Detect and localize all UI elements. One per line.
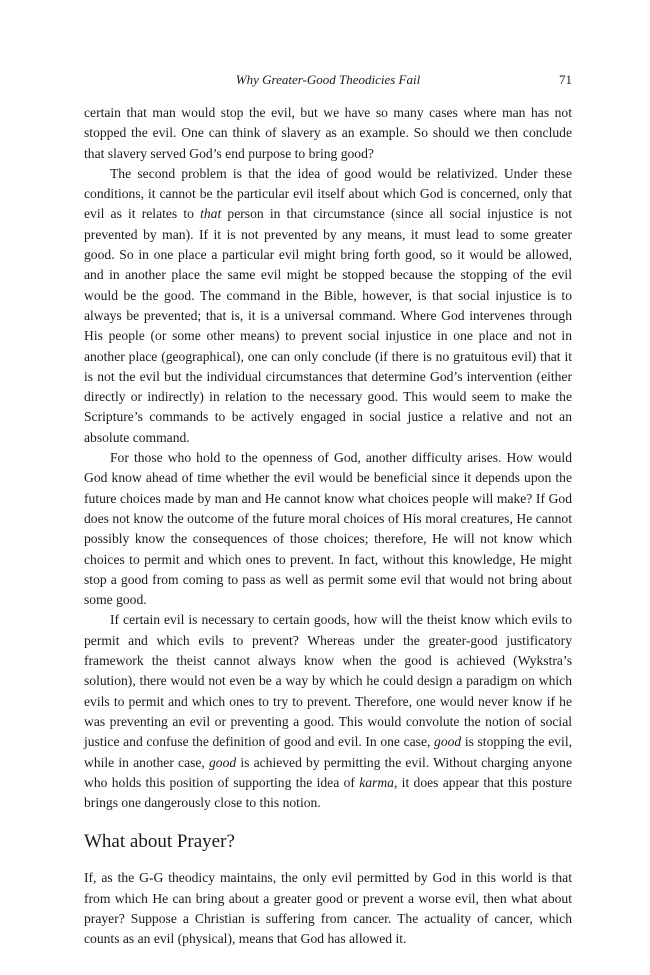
paragraph-3: For those who hold to the openness of God, another difficulty arises. How would God know ahead of time whether the evil would be beneficial since it depends upon the future choices made by man and He cannot know what choices people will make? If God does not know the outcome of the future moral choices of His moral creatures, He cannot possibly know the consequences of those choices; therefore, He will not know which choices to permit and which ones to prevent. In fact, without this knowledge, He might stop a good from coming to pass as well as permit some evil that would not bring about some good. <box>84 450 572 608</box>
paragraph-4: If certain evil is necessary to certain goods, how will the theist know which evils to permit and which evils to prevent? Whereas under the greater-good justificatory framework the theist cannot always know when the good is achieved (Wykstra’s solution), there would not even be a way by which he could design a paradigm on which evils to permit and which ones to try to prevent. Therefore, one would never know if he was preventing an evil or preventing a good. This would convolute the notion of social justice and confuse the definition of good and evil. In one case, good is stopping the evil, while in another case, good is achieved by permitting the evil. Without charging anyone who holds this position of supporting the idea of karma, it does appear that this posture brings one dangerously close to this notion. <box>84 612 572 811</box>
running-title: Why Greater-Good Theodicies Fail <box>235 72 421 87</box>
section-heading: What about Prayer? <box>84 831 235 853</box>
emphasis-good-2: good <box>209 754 237 770</box>
emphasis-karma: karma, <box>359 774 398 790</box>
page-number: 71 <box>559 72 572 87</box>
body-text <box>84 103 572 950</box>
emphasis-good-1: good <box>434 734 462 750</box>
paragraph-2: The second problem is that the idea of good would be relativized. Under these conditions, it cannot be the particular evil itself about which God is concerned, only that evil as it relates to that person in that circumstance (since all social injustice is not prevented by man). If it is not prevented by any means, it must lead to some greater good. So in one place a particular evil might bring forth good, so it would be allowed, and in another place the same evil might be stopped because the stopping of the evil would be the good. The command in the Bible, however, is that social injustice is to always be prevented; that is, it is a universal command. Where God intervenes through His people (or some other means) to prevent social injustice in one place and not in another place (geographical), one can only conclude (if there is no gratuitous evil) that it is not the evil but the individual circumstances that determine God’s intervention (either directly or indirectly) in relation to the necessary good. This would seem to make the Scripture’s commands to be actively engaged in social justice a relative and not an absolute command. <box>84 165 572 445</box>
running-head <box>84 72 572 92</box>
emphasis-that: that <box>200 206 222 222</box>
paragraph-5: If, as the G-G theodicy maintains, the only evil permitted by God in this world is that from which He can bring about a greater good or prevent a worse evil, then what about prayer? Suppose a Christian is suffering from cancer. The actuality of cancer, which counts as an evil (physical), means that God has allowed it. <box>84 870 572 947</box>
paragraph-1: certain that man would stop the evil, but we have so many cases where man has not stopped the evil. One can think of slavery as an example. So should we then conclude that slavery served God’s end purpose to bring good? <box>84 105 572 161</box>
